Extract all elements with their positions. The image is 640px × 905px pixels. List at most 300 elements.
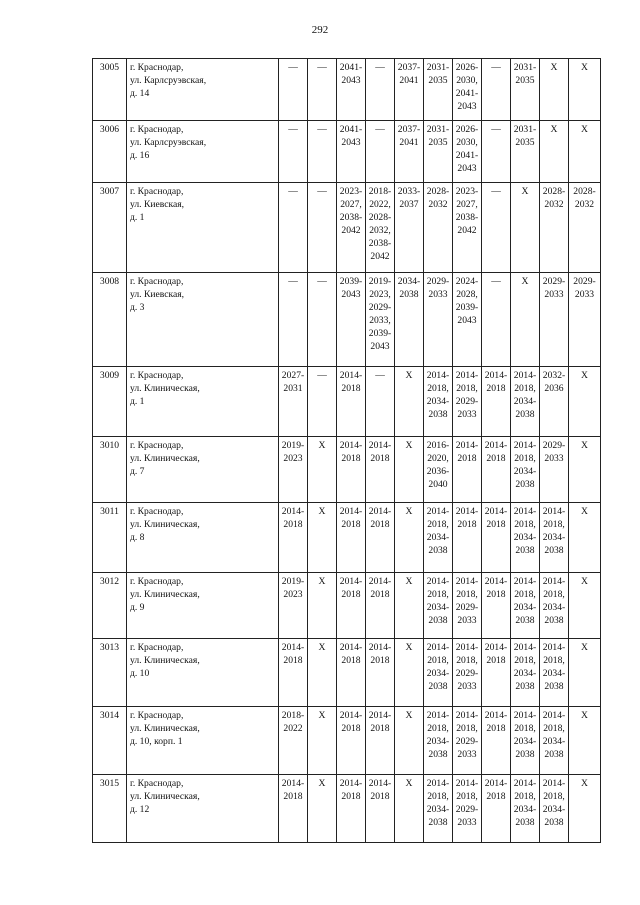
period-value: 2014-	[339, 576, 363, 587]
period-cell	[366, 273, 395, 367]
period-value: 2033	[457, 409, 477, 420]
period-cell	[279, 183, 308, 273]
period-value: 2018,	[456, 791, 478, 802]
period-value: 2038	[515, 615, 535, 626]
period-cell	[279, 121, 308, 183]
period-cell	[424, 639, 453, 707]
row-number: 3010	[93, 437, 127, 503]
table-row	[93, 573, 601, 639]
period-value: 2018,	[514, 453, 536, 464]
period-value: 2029-	[455, 736, 479, 747]
address-line: г. Краснодар,	[130, 62, 184, 73]
address-cell	[127, 367, 279, 437]
address-cell	[127, 437, 279, 503]
period-cell	[540, 775, 569, 843]
address-line: ул. Клиническая,	[130, 383, 200, 394]
period-value: 2032-	[542, 370, 566, 381]
period-cell	[366, 573, 395, 639]
period-value: —	[491, 276, 501, 287]
address-cell	[127, 775, 279, 843]
period-cell	[482, 503, 511, 573]
period-value: 2033	[457, 681, 477, 692]
period-value: 2018	[457, 519, 477, 530]
period-value: 2016-	[426, 440, 450, 451]
period-value: 2019-	[281, 576, 305, 587]
period-value: 2034-	[513, 602, 537, 613]
period-value: 2034-	[513, 532, 537, 543]
period-cell	[366, 639, 395, 707]
period-value: X	[581, 440, 588, 451]
period-value: 2031-	[426, 124, 450, 135]
address-line: ул. Клиническая,	[130, 791, 200, 802]
period-cell	[337, 183, 366, 273]
period-value: 2018,	[543, 791, 565, 802]
period-value: X	[581, 642, 588, 653]
period-value: 2033-	[397, 186, 421, 197]
period-value: 2043	[457, 315, 477, 326]
row-number: 3015	[93, 775, 127, 843]
period-value: 2038	[428, 615, 448, 626]
period-value: 2038	[544, 545, 564, 556]
period-value: 2018	[370, 453, 390, 464]
period-value: 2014-	[426, 370, 450, 381]
period-value: 2039-	[339, 276, 363, 287]
period-value: 2043	[341, 289, 361, 300]
period-cell	[511, 59, 540, 121]
period-value: 2035	[428, 75, 448, 86]
period-value: 2018	[341, 791, 361, 802]
period-value: 2036	[544, 383, 564, 394]
period-value: X	[581, 506, 588, 517]
period-value: 2041-	[339, 62, 363, 73]
period-value: 2018,	[543, 589, 565, 600]
period-value: 2043	[457, 163, 477, 174]
period-cell	[424, 437, 453, 503]
period-cell	[511, 707, 540, 775]
period-value: 2032	[544, 199, 564, 210]
period-cell	[337, 273, 366, 367]
period-value: —	[317, 370, 327, 381]
period-cell	[540, 59, 569, 121]
table-row	[93, 121, 601, 183]
period-cell	[453, 367, 482, 437]
period-cell	[569, 639, 601, 707]
address-line: д. 1	[130, 396, 145, 407]
period-value: X	[550, 124, 558, 135]
period-value: 2014-	[542, 506, 566, 517]
period-value: 2014-	[484, 440, 508, 451]
period-cell	[424, 573, 453, 639]
period-value: 2027,	[456, 199, 478, 210]
period-value: 2041-	[339, 124, 363, 135]
period-value: 2023	[283, 589, 303, 600]
period-value: 2043	[341, 137, 361, 148]
period-value: 2032	[428, 199, 448, 210]
period-value: 2014-	[455, 710, 479, 721]
period-value: 2014-	[368, 778, 392, 789]
period-value: 2038	[428, 817, 448, 828]
period-value: 2028,	[456, 289, 478, 300]
period-value: 2038	[515, 681, 535, 692]
period-value: 2033	[574, 289, 595, 300]
period-value: 2018	[370, 791, 390, 802]
period-value: —	[375, 62, 385, 73]
period-value: 2034-	[513, 466, 537, 477]
period-value: 2018,	[427, 383, 449, 394]
period-value: 2033	[457, 749, 477, 760]
period-value: 2014-	[484, 710, 508, 721]
period-value: 2028-	[542, 186, 566, 197]
period-cell	[453, 775, 482, 843]
period-cell	[511, 573, 540, 639]
period-cell	[453, 573, 482, 639]
period-cell	[308, 639, 337, 707]
period-cell	[511, 367, 540, 437]
row-number: 3008	[93, 273, 127, 367]
period-cell	[482, 59, 511, 121]
period-value: 2033	[428, 289, 448, 300]
period-cell	[424, 121, 453, 183]
period-value: 2034-	[397, 276, 421, 287]
period-value: 2018	[370, 519, 390, 530]
period-value: 2035	[515, 137, 535, 148]
period-value: 2031-	[426, 62, 450, 73]
period-cell	[482, 775, 511, 843]
period-value: 2034-	[513, 804, 537, 815]
period-cell	[366, 59, 395, 121]
period-value: X	[318, 642, 326, 653]
period-value: 2035	[515, 75, 535, 86]
period-value: 2018	[486, 383, 506, 394]
period-cell	[540, 183, 569, 273]
period-value: 2018	[341, 723, 361, 734]
period-value: 2043	[370, 341, 390, 352]
period-value: 2020,	[427, 453, 449, 464]
period-value: 2030,	[456, 137, 478, 148]
registry-table	[92, 58, 601, 843]
period-cell	[482, 639, 511, 707]
period-value: X	[521, 276, 529, 287]
period-value: 2018,	[543, 723, 565, 734]
address-line: г. Краснодар,	[130, 440, 184, 451]
period-cell	[337, 59, 366, 121]
period-cell	[511, 183, 540, 273]
row-number: 3005	[93, 59, 127, 121]
period-value: 2014-	[426, 506, 450, 517]
period-value: —	[491, 124, 501, 135]
period-cell	[308, 707, 337, 775]
period-value: 2014-	[513, 576, 537, 587]
period-cell	[569, 183, 601, 273]
address-cell	[127, 639, 279, 707]
period-value: 2018,	[456, 655, 478, 666]
period-value: 2029-	[455, 396, 479, 407]
period-cell	[366, 367, 395, 437]
period-cell	[511, 639, 540, 707]
address-line: ул. Клиническая,	[130, 655, 200, 666]
address-line: д. 7	[130, 466, 145, 477]
period-value: 2041-	[455, 150, 479, 161]
period-value: X	[581, 62, 588, 73]
period-value: 2034-	[542, 602, 566, 613]
period-cell	[337, 437, 366, 503]
period-cell	[395, 273, 424, 367]
period-value: 2014-	[513, 440, 537, 451]
address-line: д. 8	[130, 532, 145, 543]
period-value: 2033	[457, 615, 477, 626]
period-value: —	[375, 370, 385, 381]
address-line: ул. Клиническая,	[130, 589, 200, 600]
period-value: 2038-	[339, 212, 363, 223]
period-cell	[511, 775, 540, 843]
period-cell	[569, 59, 601, 121]
period-value: 2018,	[514, 723, 536, 734]
period-value: X	[550, 62, 558, 73]
period-value: 2014-	[455, 778, 479, 789]
period-value: —	[375, 124, 385, 135]
period-value: 2033	[544, 453, 564, 464]
period-value: 2034-	[513, 396, 537, 407]
address-line: г. Краснодар,	[130, 576, 184, 587]
period-cell	[482, 121, 511, 183]
period-value: 2018,	[514, 655, 536, 666]
period-value: 2018	[486, 453, 506, 464]
address-line: г. Краснодар,	[130, 276, 184, 287]
period-value: X	[405, 710, 413, 721]
period-value: 2014-	[368, 710, 392, 721]
table-row	[93, 639, 601, 707]
period-value: X	[405, 440, 413, 451]
period-value: 2035	[428, 137, 448, 148]
period-cell	[279, 367, 308, 437]
period-value: 2029-	[455, 602, 479, 613]
period-value: 2014-	[426, 710, 450, 721]
period-value: 2038	[544, 749, 564, 760]
period-cell	[482, 573, 511, 639]
period-cell	[453, 59, 482, 121]
period-value: —	[317, 62, 327, 73]
period-value: 2018-	[281, 710, 305, 721]
period-value: 2034-	[426, 532, 450, 543]
period-value: X	[581, 778, 588, 789]
period-value: 2018	[341, 453, 361, 464]
period-value: 2038	[515, 749, 535, 760]
period-value: 2023	[283, 453, 303, 464]
period-value: 2022,	[369, 199, 391, 210]
period-value: 2018,	[456, 723, 478, 734]
period-value: 2039-	[455, 302, 479, 313]
period-cell	[308, 775, 337, 843]
period-cell	[366, 437, 395, 503]
period-value: 2038	[515, 409, 535, 420]
period-value: 2042	[341, 225, 361, 236]
period-cell	[337, 707, 366, 775]
period-value: 2018,	[427, 723, 449, 734]
period-cell	[366, 775, 395, 843]
period-cell	[366, 503, 395, 573]
address-line: г. Краснодар,	[130, 642, 184, 653]
period-value: 2018	[486, 655, 506, 666]
period-value: 2014-	[281, 778, 305, 789]
period-value: 2018	[341, 655, 361, 666]
period-cell	[540, 437, 569, 503]
period-value: 2018,	[427, 655, 449, 666]
address-line: д. 3	[130, 302, 145, 313]
period-cell	[482, 183, 511, 273]
period-value: 2038	[544, 681, 564, 692]
period-value: 2018,	[456, 383, 478, 394]
period-value: 2018,	[456, 589, 478, 600]
period-value: 2043	[457, 101, 477, 112]
period-value: 2018	[370, 723, 390, 734]
period-value: 2014-	[455, 506, 479, 517]
address-line: д. 14	[130, 88, 150, 99]
period-cell	[337, 503, 366, 573]
period-cell	[395, 367, 424, 437]
period-value: 2041	[399, 137, 419, 148]
period-cell	[395, 121, 424, 183]
period-value: —	[288, 124, 298, 135]
page-number: 292	[311, 24, 329, 36]
period-value: 2034-	[542, 532, 566, 543]
period-value: X	[581, 124, 588, 135]
table-row	[93, 503, 601, 573]
period-value: 2018	[341, 589, 361, 600]
period-value: 2014-	[484, 506, 508, 517]
period-value: 2033	[457, 817, 477, 828]
period-cell	[453, 639, 482, 707]
period-value: 2022	[283, 723, 303, 734]
period-cell	[308, 437, 337, 503]
address-line: д. 12	[130, 804, 150, 815]
period-value: 2014-	[513, 642, 537, 653]
period-cell	[424, 273, 453, 367]
period-value: 2032,	[369, 225, 391, 236]
period-value: 2014-	[484, 370, 508, 381]
period-value: 2014-	[542, 778, 566, 789]
period-value: 2014-	[339, 710, 363, 721]
period-value: 2043	[341, 75, 361, 86]
period-value: 2034-	[426, 668, 450, 679]
period-value: —	[491, 186, 501, 197]
period-value: 2038	[428, 681, 448, 692]
period-cell	[395, 707, 424, 775]
period-cell	[366, 121, 395, 183]
period-cell	[279, 59, 308, 121]
period-cell	[569, 367, 601, 437]
period-value: X	[405, 576, 413, 587]
period-value: 2034-	[542, 804, 566, 815]
period-value: —	[317, 186, 327, 197]
period-cell	[337, 121, 366, 183]
period-value: 2018	[341, 519, 361, 530]
row-number: 3006	[93, 121, 127, 183]
period-cell	[395, 775, 424, 843]
period-value: X	[581, 710, 588, 721]
table-row	[93, 775, 601, 843]
period-value: —	[317, 124, 327, 135]
period-value: 2014-	[513, 506, 537, 517]
period-value: 2038	[515, 545, 535, 556]
period-cell	[424, 183, 453, 273]
period-value: X	[318, 778, 326, 789]
address-cell	[127, 503, 279, 573]
period-cell	[366, 183, 395, 273]
period-value: 2018,	[427, 589, 449, 600]
period-value: X	[405, 642, 413, 653]
period-value: 2031-	[513, 124, 537, 135]
period-value: 2042	[457, 225, 477, 236]
period-value: X	[405, 506, 413, 517]
period-value: 2029-	[368, 302, 392, 313]
period-value: 2014-	[455, 440, 479, 451]
address-line: д. 10	[130, 668, 150, 679]
period-value: 2014-	[281, 642, 305, 653]
period-value: X	[318, 710, 326, 721]
address-line: г. Краснодар,	[130, 124, 184, 135]
address-line: ул. Клиническая,	[130, 723, 200, 734]
period-cell	[337, 367, 366, 437]
period-value: 2014-	[339, 370, 363, 381]
period-value: 2028-	[368, 212, 392, 223]
period-value: 2014-	[455, 642, 479, 653]
row-number: 3014	[93, 707, 127, 775]
period-value: 2014-	[339, 642, 363, 653]
period-cell	[482, 437, 511, 503]
period-value: 2037-	[397, 62, 421, 73]
row-number: 3012	[93, 573, 127, 639]
period-value: 2014-	[426, 642, 450, 653]
row-number: 3007	[93, 183, 127, 273]
period-value: 2018	[283, 655, 303, 666]
period-value: 2029-	[426, 276, 450, 287]
period-cell	[453, 183, 482, 273]
period-value: 2014-	[513, 778, 537, 789]
period-value: 2014-	[368, 576, 392, 587]
period-cell	[337, 775, 366, 843]
address-line: д. 16	[130, 150, 150, 161]
address-cell	[127, 183, 279, 273]
period-value: 2029-	[455, 804, 479, 815]
period-value: 2031-	[513, 62, 537, 73]
period-cell	[540, 367, 569, 437]
period-value: 2033,	[369, 315, 391, 326]
period-value: 2018-	[368, 186, 392, 197]
period-cell	[540, 707, 569, 775]
period-value: 2041	[399, 75, 419, 86]
period-value: 2034-	[426, 804, 450, 815]
period-cell	[569, 437, 601, 503]
address-line: ул. Карлсруэвская,	[130, 75, 207, 86]
period-value: X	[405, 778, 413, 789]
period-value: 2018	[341, 383, 361, 394]
period-value: 2014-	[339, 440, 363, 451]
period-value: 2034-	[426, 602, 450, 613]
period-value: 2038	[428, 409, 448, 420]
table-row	[93, 707, 601, 775]
period-value: 2014-	[368, 642, 392, 653]
period-value: 2032	[574, 199, 595, 210]
period-cell	[569, 775, 601, 843]
address-line: д. 9	[130, 602, 145, 613]
period-value: 2018	[370, 589, 390, 600]
period-cell	[279, 273, 308, 367]
period-value: 2027-	[281, 370, 305, 381]
period-cell	[395, 59, 424, 121]
row-number: 3011	[93, 503, 127, 573]
period-cell	[540, 273, 569, 367]
period-value: 2014-	[513, 710, 537, 721]
